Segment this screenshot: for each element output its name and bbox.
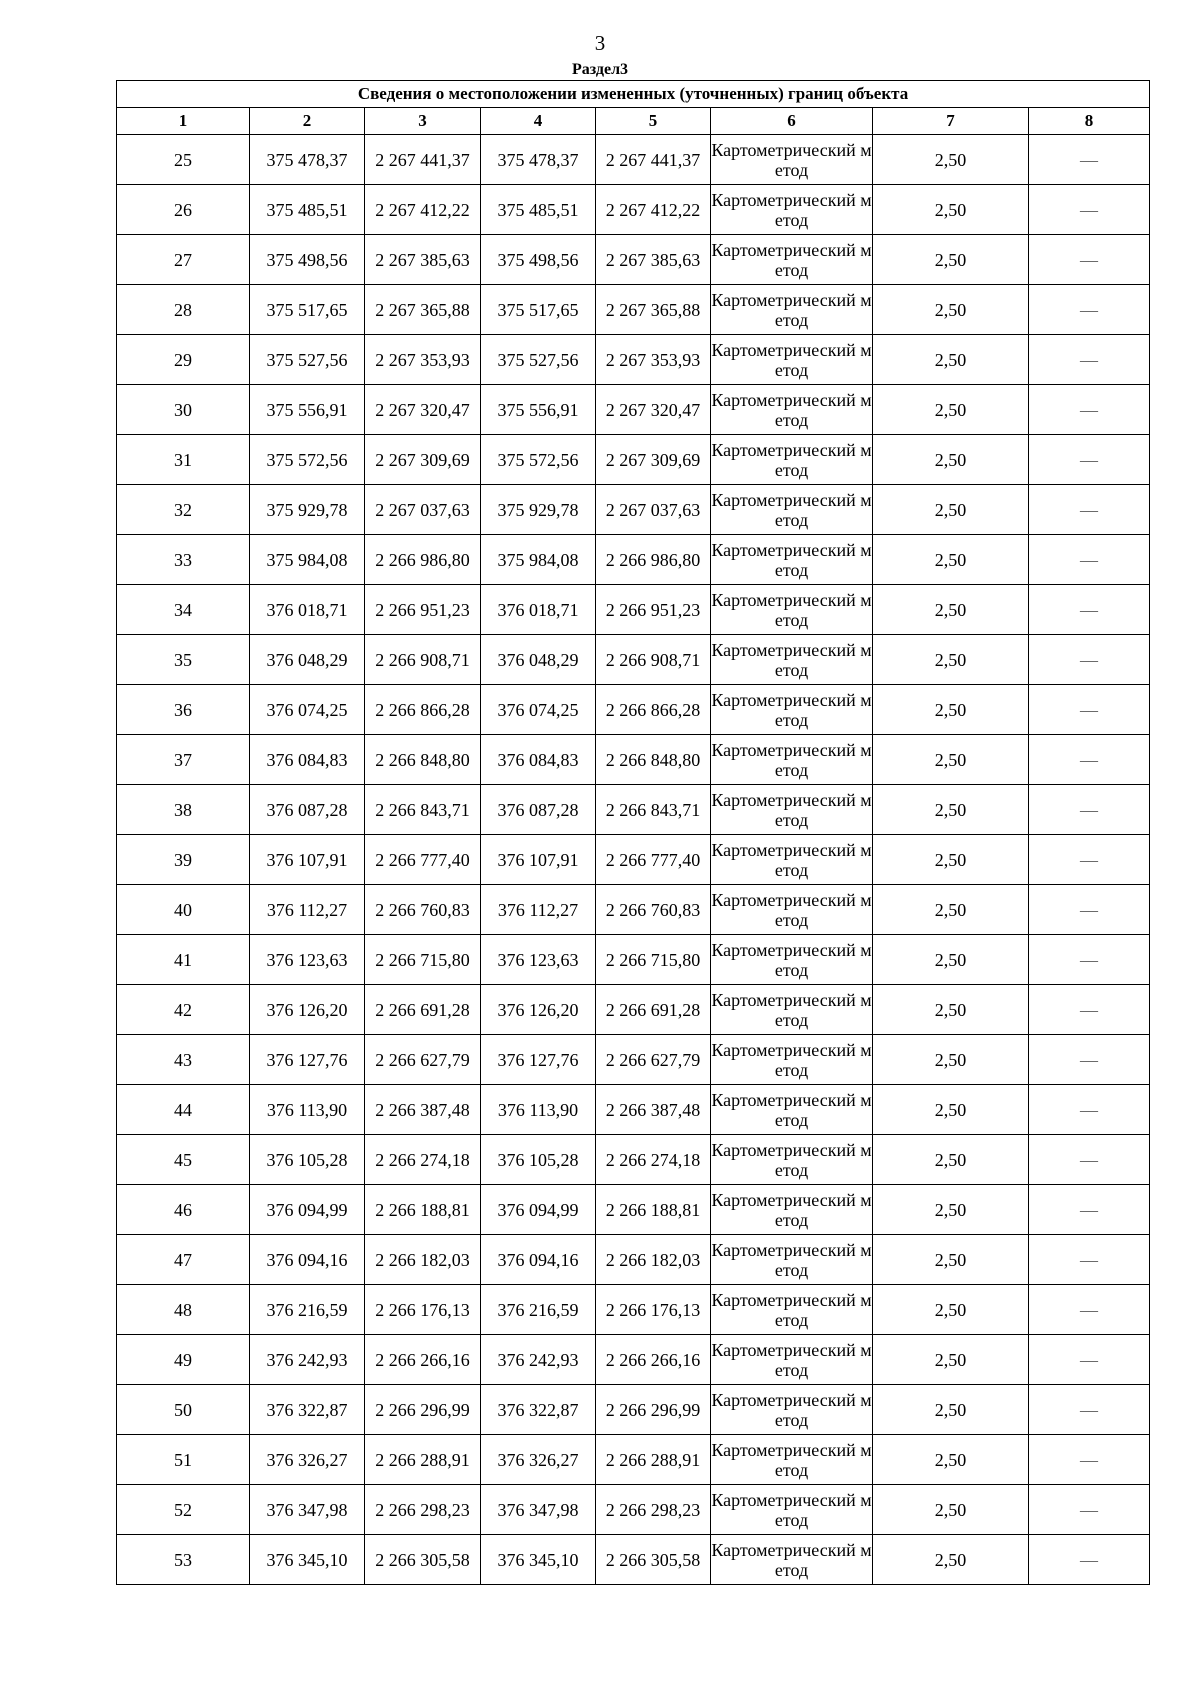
refined-x-cell: 375 517,65 [481, 285, 596, 335]
refined-y-cell: 2 266 715,80 [596, 935, 711, 985]
existing-x-cell: 376 345,10 [250, 1535, 365, 1585]
existing-x-cell: 376 087,28 [250, 785, 365, 835]
table-row [117, 1185, 1150, 1235]
note-cell: — [1029, 385, 1150, 435]
accuracy-cell: 2,50 [873, 1535, 1029, 1585]
existing-y-cell: 2 266 176,13 [365, 1285, 481, 1335]
point-number-cell: 51 [117, 1435, 250, 1485]
note-cell: — [1029, 685, 1150, 735]
method-cell: Картометрический метод [711, 585, 873, 635]
refined-x-cell: 375 485,51 [481, 185, 596, 235]
refined-y-cell: 2 267 441,37 [596, 135, 711, 185]
existing-x-cell: 375 572,56 [250, 435, 365, 485]
point-number-cell: 33 [117, 535, 250, 585]
table-row [117, 985, 1150, 1035]
refined-y-cell: 2 266 288,91 [596, 1435, 711, 1485]
column-header: 2 [250, 108, 365, 135]
method-cell: Картометрический метод [711, 1235, 873, 1285]
existing-y-cell: 2 266 298,23 [365, 1485, 481, 1535]
note-cell: — [1029, 935, 1150, 985]
note-cell: — [1029, 1335, 1150, 1385]
column-header: 8 [1029, 108, 1150, 135]
point-number-cell: 28 [117, 285, 250, 335]
refined-x-cell: 376 087,28 [481, 785, 596, 835]
point-number-cell: 29 [117, 335, 250, 385]
refined-y-cell: 2 266 908,71 [596, 635, 711, 685]
note-cell: — [1029, 785, 1150, 835]
existing-x-cell: 376 126,20 [250, 985, 365, 1035]
existing-y-cell: 2 266 951,23 [365, 585, 481, 635]
existing-y-cell: 2 267 037,63 [365, 485, 481, 535]
existing-x-cell: 376 094,16 [250, 1235, 365, 1285]
existing-x-cell: 376 112,27 [250, 885, 365, 935]
accuracy-cell: 2,50 [873, 1035, 1029, 1085]
accuracy-cell: 2,50 [873, 1285, 1029, 1335]
refined-y-cell: 2 267 385,63 [596, 235, 711, 285]
refined-y-cell: 2 266 777,40 [596, 835, 711, 885]
column-header: 5 [596, 108, 711, 135]
accuracy-cell: 2,50 [873, 1235, 1029, 1285]
existing-x-cell: 376 326,27 [250, 1435, 365, 1485]
table-row [117, 1385, 1150, 1435]
note-cell: — [1029, 1235, 1150, 1285]
point-number-cell: 42 [117, 985, 250, 1035]
method-cell: Картометрический метод [711, 1385, 873, 1435]
note-cell: — [1029, 585, 1150, 635]
note-cell: — [1029, 1535, 1150, 1585]
accuracy-cell: 2,50 [873, 735, 1029, 785]
existing-x-cell: 376 113,90 [250, 1085, 365, 1135]
existing-y-cell: 2 266 777,40 [365, 835, 481, 885]
existing-x-cell: 376 347,98 [250, 1485, 365, 1535]
existing-y-cell: 2 267 412,22 [365, 185, 481, 235]
note-cell: — [1029, 885, 1150, 935]
column-header: 7 [873, 108, 1029, 135]
existing-y-cell: 2 267 365,88 [365, 285, 481, 335]
accuracy-cell: 2,50 [873, 685, 1029, 735]
table-row [117, 185, 1150, 235]
existing-y-cell: 2 266 188,81 [365, 1185, 481, 1235]
method-cell: Картометрический метод [711, 485, 873, 535]
method-cell: Картометрический метод [711, 985, 873, 1035]
method-cell: Картометрический метод [711, 935, 873, 985]
accuracy-cell: 2,50 [873, 1435, 1029, 1485]
refined-y-cell: 2 266 266,16 [596, 1335, 711, 1385]
refined-x-cell: 376 112,27 [481, 885, 596, 935]
point-number-cell: 47 [117, 1235, 250, 1285]
existing-y-cell: 2 266 627,79 [365, 1035, 481, 1085]
existing-y-cell: 2 266 266,16 [365, 1335, 481, 1385]
existing-x-cell: 376 216,59 [250, 1285, 365, 1335]
existing-x-cell: 376 018,71 [250, 585, 365, 635]
table-row [117, 635, 1150, 685]
refined-y-cell: 2 266 843,71 [596, 785, 711, 835]
method-cell: Картометрический метод [711, 635, 873, 685]
point-number-cell: 30 [117, 385, 250, 435]
method-cell: Картометрический метод [711, 335, 873, 385]
refined-y-cell: 2 267 353,93 [596, 335, 711, 385]
table-row [117, 885, 1150, 935]
point-number-cell: 31 [117, 435, 250, 485]
existing-y-cell: 2 266 760,83 [365, 885, 481, 935]
existing-y-cell: 2 266 274,18 [365, 1135, 481, 1185]
note-cell: — [1029, 535, 1150, 585]
point-number-cell: 25 [117, 135, 250, 185]
note-cell: — [1029, 235, 1150, 285]
accuracy-cell: 2,50 [873, 335, 1029, 385]
table-row [117, 535, 1150, 585]
existing-y-cell: 2 267 309,69 [365, 435, 481, 485]
refined-x-cell: 375 984,08 [481, 535, 596, 585]
method-cell: Картометрический метод [711, 285, 873, 335]
table-row [117, 735, 1150, 785]
refined-x-cell: 375 527,56 [481, 335, 596, 385]
point-number-cell: 39 [117, 835, 250, 885]
existing-x-cell: 376 242,93 [250, 1335, 365, 1385]
accuracy-cell: 2,50 [873, 785, 1029, 835]
refined-y-cell: 2 266 305,58 [596, 1535, 711, 1585]
existing-x-cell: 376 048,29 [250, 635, 365, 685]
existing-x-cell: 376 094,99 [250, 1185, 365, 1235]
table-row [117, 685, 1150, 735]
accuracy-cell: 2,50 [873, 1085, 1029, 1135]
existing-y-cell: 2 266 908,71 [365, 635, 481, 685]
refined-x-cell: 376 048,29 [481, 635, 596, 685]
refined-x-cell: 376 113,90 [481, 1085, 596, 1135]
table-body [117, 135, 1150, 1585]
column-header: 3 [365, 108, 481, 135]
accuracy-cell: 2,50 [873, 1385, 1029, 1435]
existing-x-cell: 376 322,87 [250, 1385, 365, 1435]
accuracy-cell: 2,50 [873, 1485, 1029, 1535]
existing-y-cell: 2 266 843,71 [365, 785, 481, 835]
existing-y-cell: 2 266 715,80 [365, 935, 481, 985]
existing-y-cell: 2 266 866,28 [365, 685, 481, 735]
refined-y-cell: 2 267 412,22 [596, 185, 711, 235]
refined-x-cell: 375 478,37 [481, 135, 596, 185]
table-row [117, 585, 1150, 635]
table-row [117, 485, 1150, 535]
refined-y-cell: 2 266 627,79 [596, 1035, 711, 1085]
accuracy-cell: 2,50 [873, 435, 1029, 485]
point-number-cell: 50 [117, 1385, 250, 1435]
point-number-cell: 46 [117, 1185, 250, 1235]
refined-y-cell: 2 266 387,48 [596, 1085, 711, 1135]
refined-y-cell: 2 266 296,99 [596, 1385, 711, 1435]
existing-x-cell: 375 556,91 [250, 385, 365, 435]
refined-y-cell: 2 266 188,81 [596, 1185, 711, 1235]
method-cell: Картометрический метод [711, 385, 873, 435]
existing-x-cell: 376 127,76 [250, 1035, 365, 1085]
existing-y-cell: 2 266 305,58 [365, 1535, 481, 1585]
note-cell: — [1029, 1085, 1150, 1135]
existing-y-cell: 2 267 320,47 [365, 385, 481, 435]
existing-x-cell: 376 084,83 [250, 735, 365, 785]
point-number-cell: 45 [117, 1135, 250, 1185]
note-cell: — [1029, 1135, 1150, 1185]
point-number-cell: 37 [117, 735, 250, 785]
refined-y-cell: 2 267 309,69 [596, 435, 711, 485]
accuracy-cell: 2,50 [873, 385, 1029, 435]
boundary-coordinates-table [116, 80, 1150, 1585]
refined-x-cell: 376 105,28 [481, 1135, 596, 1185]
point-number-cell: 32 [117, 485, 250, 535]
existing-y-cell: 2 266 296,99 [365, 1385, 481, 1435]
note-cell: — [1029, 435, 1150, 485]
refined-x-cell: 375 929,78 [481, 485, 596, 535]
existing-x-cell: 375 527,56 [250, 335, 365, 385]
refined-x-cell: 376 094,99 [481, 1185, 596, 1235]
refined-x-cell: 376 018,71 [481, 585, 596, 635]
existing-x-cell: 376 074,25 [250, 685, 365, 735]
existing-y-cell: 2 266 848,80 [365, 735, 481, 785]
point-number-cell: 49 [117, 1335, 250, 1385]
refined-x-cell: 375 572,56 [481, 435, 596, 485]
method-cell: Картометрический метод [711, 1485, 873, 1535]
page-number: 3 [594, 31, 606, 55]
accuracy-cell: 2,50 [873, 1335, 1029, 1385]
point-number-cell: 38 [117, 785, 250, 835]
note-cell: — [1029, 1185, 1150, 1235]
point-number-cell: 26 [117, 185, 250, 235]
existing-x-cell: 376 123,63 [250, 935, 365, 985]
method-cell: Картометрический метод [711, 1035, 873, 1085]
accuracy-cell: 2,50 [873, 535, 1029, 585]
refined-y-cell: 2 267 037,63 [596, 485, 711, 535]
refined-y-cell: 2 266 691,28 [596, 985, 711, 1035]
refined-y-cell: 2 266 986,80 [596, 535, 711, 585]
table-row [117, 1535, 1150, 1585]
accuracy-cell: 2,50 [873, 985, 1029, 1035]
table-row [117, 1485, 1150, 1535]
note-cell: — [1029, 1485, 1150, 1535]
existing-y-cell: 2 266 182,03 [365, 1235, 481, 1285]
refined-y-cell: 2 266 760,83 [596, 885, 711, 935]
existing-y-cell: 2 266 288,91 [365, 1435, 481, 1485]
existing-y-cell: 2 267 441,37 [365, 135, 481, 185]
note-cell: — [1029, 735, 1150, 785]
note-cell: — [1029, 185, 1150, 235]
point-number-cell: 53 [117, 1535, 250, 1585]
accuracy-cell: 2,50 [873, 1135, 1029, 1185]
accuracy-cell: 2,50 [873, 135, 1029, 185]
existing-x-cell: 375 984,08 [250, 535, 365, 585]
method-cell: Картометрический метод [711, 135, 873, 185]
refined-x-cell: 376 123,63 [481, 935, 596, 985]
refined-x-cell: 376 094,16 [481, 1235, 596, 1285]
method-cell: Картометрический метод [711, 435, 873, 485]
column-header: 4 [481, 108, 596, 135]
point-number-cell: 27 [117, 235, 250, 285]
refined-y-cell: 2 266 274,18 [596, 1135, 711, 1185]
accuracy-cell: 2,50 [873, 485, 1029, 535]
refined-x-cell: 376 084,83 [481, 735, 596, 785]
point-number-cell: 52 [117, 1485, 250, 1535]
refined-y-cell: 2 266 866,28 [596, 685, 711, 735]
table-row [117, 285, 1150, 335]
method-cell: Картометрический метод [711, 1535, 873, 1585]
method-cell: Картометрический метод [711, 735, 873, 785]
accuracy-cell: 2,50 [873, 585, 1029, 635]
table-row [117, 1135, 1150, 1185]
point-number-cell: 34 [117, 585, 250, 635]
refined-y-cell: 2 266 182,03 [596, 1235, 711, 1285]
refined-x-cell: 376 347,98 [481, 1485, 596, 1535]
method-cell: Картометрический метод [711, 685, 873, 735]
method-cell: Картометрический метод [711, 535, 873, 585]
refined-y-cell: 2 267 320,47 [596, 385, 711, 435]
method-cell: Картометрический метод [711, 235, 873, 285]
existing-y-cell: 2 267 353,93 [365, 335, 481, 385]
refined-y-cell: 2 266 848,80 [596, 735, 711, 785]
note-cell: — [1029, 1385, 1150, 1435]
table-row [117, 785, 1150, 835]
table-caption: Сведения о местоположении измененных (уточненных) границ объекта [117, 81, 1150, 108]
existing-x-cell: 376 105,28 [250, 1135, 365, 1185]
note-cell: — [1029, 1285, 1150, 1335]
refined-x-cell: 376 127,76 [481, 1035, 596, 1085]
point-number-cell: 44 [117, 1085, 250, 1135]
method-cell: Картометрический метод [711, 1135, 873, 1185]
existing-y-cell: 2 267 385,63 [365, 235, 481, 285]
table-row [117, 1435, 1150, 1485]
accuracy-cell: 2,50 [873, 835, 1029, 885]
table-row [117, 835, 1150, 885]
refined-x-cell: 376 126,20 [481, 985, 596, 1035]
point-number-cell: 35 [117, 635, 250, 685]
note-cell: — [1029, 135, 1150, 185]
existing-x-cell: 375 929,78 [250, 485, 365, 535]
point-number-cell: 40 [117, 885, 250, 935]
refined-y-cell: 2 266 176,13 [596, 1285, 711, 1335]
note-cell: — [1029, 1435, 1150, 1485]
accuracy-cell: 2,50 [873, 635, 1029, 685]
method-cell: Картометрический метод [711, 835, 873, 885]
method-cell: Картометрический метод [711, 1335, 873, 1385]
method-cell: Картометрический метод [711, 785, 873, 835]
column-header: 6 [711, 108, 873, 135]
accuracy-cell: 2,50 [873, 1185, 1029, 1235]
table-row [117, 935, 1150, 985]
accuracy-cell: 2,50 [873, 885, 1029, 935]
refined-x-cell: 376 216,59 [481, 1285, 596, 1335]
note-cell: — [1029, 835, 1150, 885]
existing-x-cell: 375 478,37 [250, 135, 365, 185]
refined-x-cell: 375 556,91 [481, 385, 596, 435]
method-cell: Картометрический метод [711, 185, 873, 235]
accuracy-cell: 2,50 [873, 185, 1029, 235]
column-header: 1 [117, 108, 250, 135]
table-row [117, 335, 1150, 385]
refined-x-cell: 376 074,25 [481, 685, 596, 735]
point-number-cell: 36 [117, 685, 250, 735]
refined-x-cell: 376 107,91 [481, 835, 596, 885]
existing-x-cell: 375 517,65 [250, 285, 365, 335]
note-cell: — [1029, 635, 1150, 685]
table-row [117, 435, 1150, 485]
table-row [117, 1035, 1150, 1085]
note-cell: — [1029, 485, 1150, 535]
point-number-cell: 43 [117, 1035, 250, 1085]
method-cell: Картометрический метод [711, 1085, 873, 1135]
refined-x-cell: 376 345,10 [481, 1535, 596, 1585]
refined-x-cell: 376 322,87 [481, 1385, 596, 1435]
note-cell: — [1029, 285, 1150, 335]
note-cell: — [1029, 335, 1150, 385]
method-cell: Картометрический метод [711, 1435, 873, 1485]
existing-x-cell: 375 498,56 [250, 235, 365, 285]
accuracy-cell: 2,50 [873, 935, 1029, 985]
note-cell: — [1029, 985, 1150, 1035]
existing-y-cell: 2 266 691,28 [365, 985, 481, 1035]
table-row [117, 1085, 1150, 1135]
table-row [117, 1235, 1150, 1285]
accuracy-cell: 2,50 [873, 285, 1029, 335]
refined-x-cell: 375 498,56 [481, 235, 596, 285]
refined-x-cell: 376 326,27 [481, 1435, 596, 1485]
refined-y-cell: 2 266 298,23 [596, 1485, 711, 1535]
method-cell: Картометрический метод [711, 1285, 873, 1335]
existing-x-cell: 375 485,51 [250, 185, 365, 235]
point-number-cell: 48 [117, 1285, 250, 1335]
refined-y-cell: 2 267 365,88 [596, 285, 711, 335]
table-row [117, 1335, 1150, 1385]
table-row [117, 235, 1150, 285]
point-number-cell: 41 [117, 935, 250, 985]
accuracy-cell: 2,50 [873, 235, 1029, 285]
existing-y-cell: 2 266 986,80 [365, 535, 481, 585]
section-title: Раздел3 [571, 61, 629, 78]
method-cell: Картометрический метод [711, 885, 873, 935]
table-row [117, 1285, 1150, 1335]
existing-y-cell: 2 266 387,48 [365, 1085, 481, 1135]
refined-x-cell: 376 242,93 [481, 1335, 596, 1385]
existing-x-cell: 376 107,91 [250, 835, 365, 885]
table-row [117, 385, 1150, 435]
method-cell: Картометрический метод [711, 1185, 873, 1235]
note-cell: — [1029, 1035, 1150, 1085]
table-row [117, 135, 1150, 185]
refined-y-cell: 2 266 951,23 [596, 585, 711, 635]
column-header-row [117, 108, 1150, 135]
